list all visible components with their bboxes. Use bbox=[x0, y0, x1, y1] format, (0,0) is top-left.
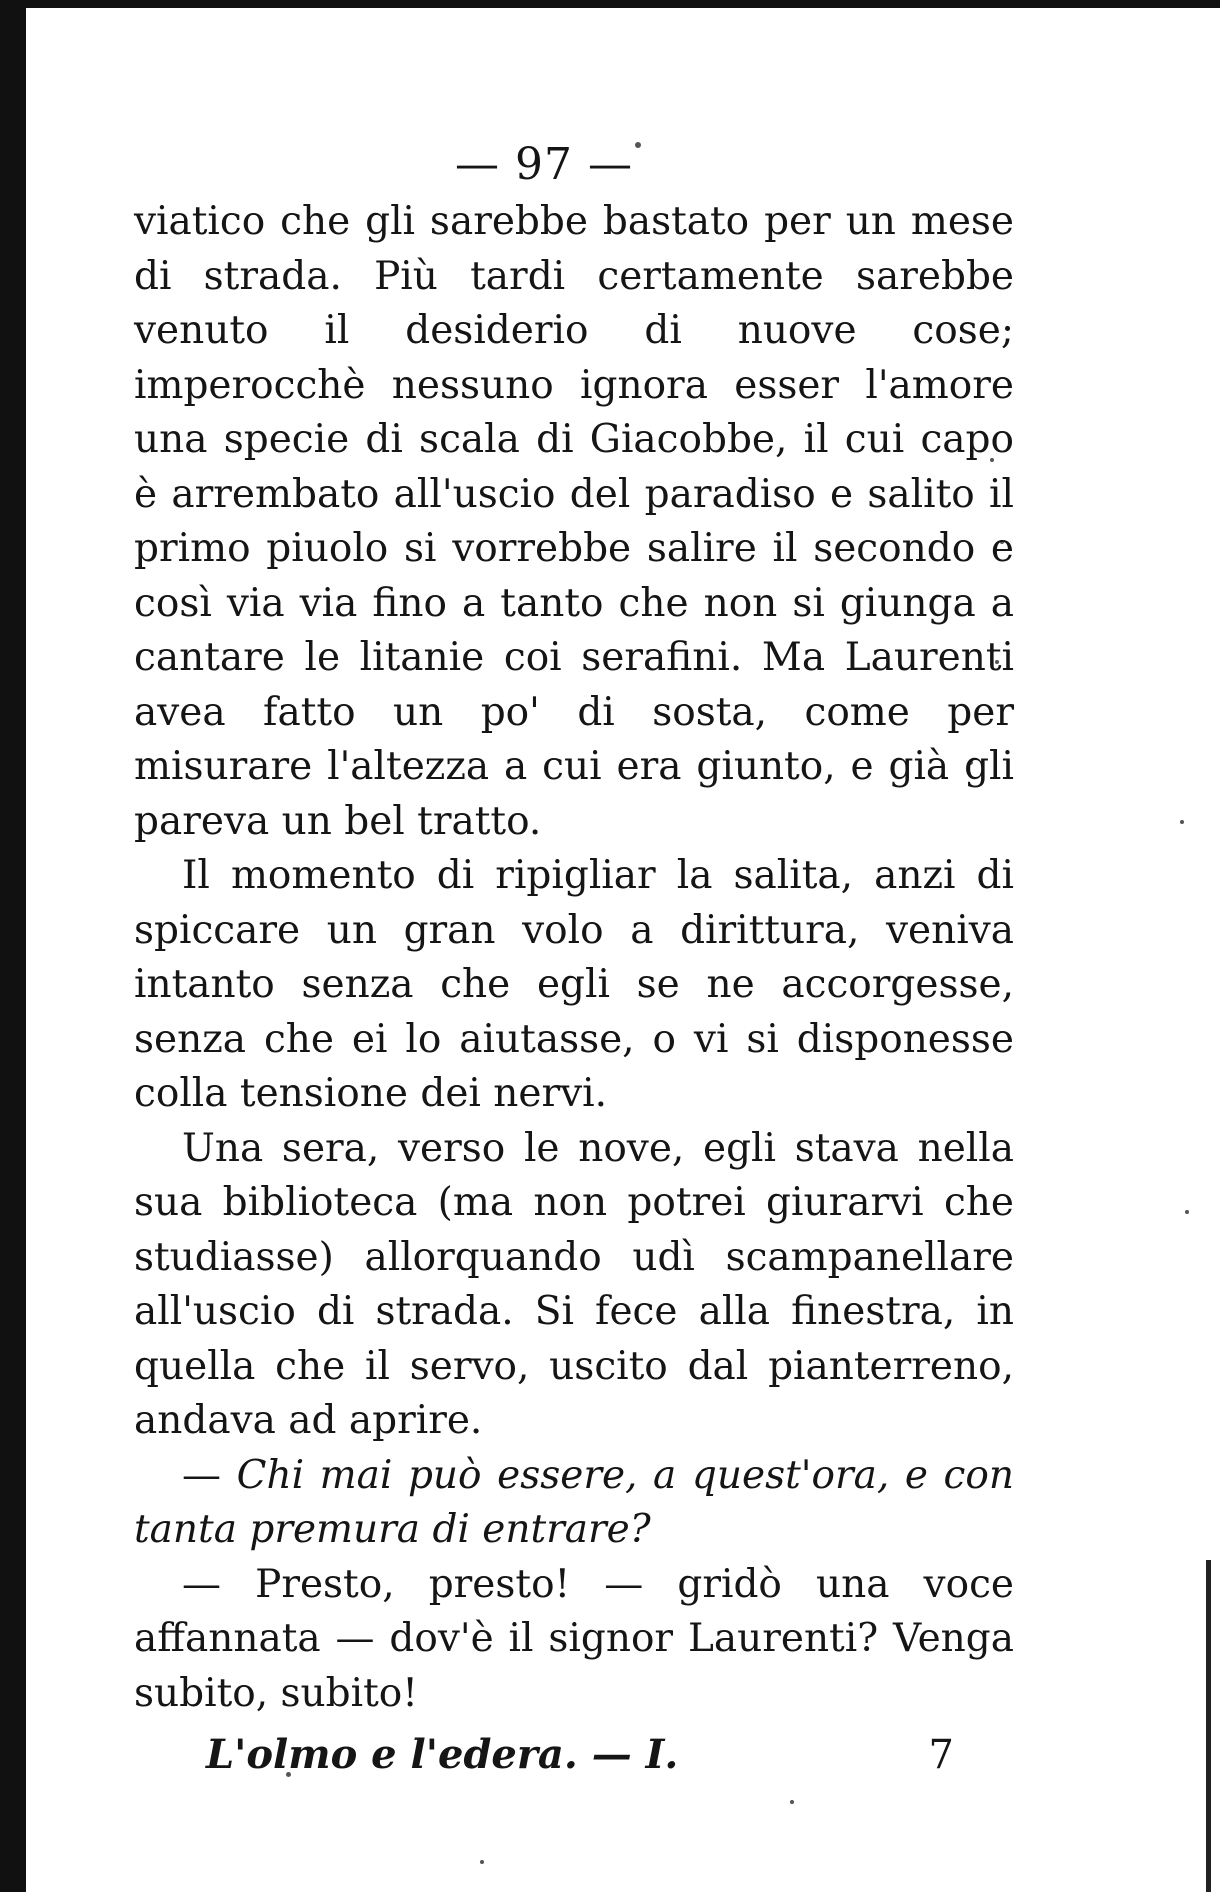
book-page bbox=[134, 135, 1014, 1785]
footer-signature-mark: 7 bbox=[928, 1732, 954, 1778]
page-number: — 97 — bbox=[455, 139, 633, 190]
scan-speck bbox=[790, 1800, 794, 1804]
scan-speck bbox=[1180, 820, 1184, 824]
footer-book-title: L'olmo e l'edera. — I. bbox=[206, 1731, 679, 1778]
dialogue-dash: — bbox=[182, 1452, 237, 1498]
dialogue-2: — Presto, presto! — gridò una voce affannata — dov'è il signor Laurenti? Venga subito, subito! bbox=[134, 1561, 1014, 1716]
paragraph-1: viatico che gli sarebbe bastato per un mese di strada. Più tardi certamente sarebbe venuto il desiderio di nuove cose; imperocchè nessuno ignora esser l'amore una specie di scala di Giacobbe, il cui capo è arrembato all'uscio del paradiso e salito il primo piuolo si vorrebbe salire il secondo e così via via fino a tanto che non si giunga a cantare le litanie coi serafini. Ma Laurenti avea fatto un po' di sosta, come per misurare l'altezza a cui era giunto, e già gli pareva un bel tratto. bbox=[134, 199, 1014, 844]
body-text bbox=[134, 195, 1014, 1721]
dialogue-1 bbox=[134, 1449, 1014, 1558]
scan-speck bbox=[480, 1860, 484, 1864]
scan-right-edge bbox=[1206, 1560, 1211, 1892]
scan-left-edge bbox=[0, 0, 26, 1892]
paragraph-3: Una sera, verso le nove, egli stava nella sua biblioteca (ma non potrei giurarvi che studiasse) allorquando udì scampanellare all'uscio di strada. Si fece alla finestra, in quella che il servo, uscito dal pianterreno, andava ad aprire. bbox=[134, 1125, 1014, 1443]
scan-top-edge bbox=[0, 0, 1220, 8]
paragraph-2: Il momento di ripigliar la salita, anzi di spiccare un gran volo a dirittura, veniva intanto senza che egli se ne accorgesse, senza che ei lo aiutasse, o vi si disponesse colla tensione dei nervi. bbox=[134, 853, 1014, 1116]
scan-speck bbox=[1185, 1210, 1189, 1214]
page-footer bbox=[134, 1725, 1014, 1785]
dialogue-1-italic: Chi mai può essere, a quest'ora, e con tanta premura di entrare? bbox=[134, 1452, 1014, 1552]
